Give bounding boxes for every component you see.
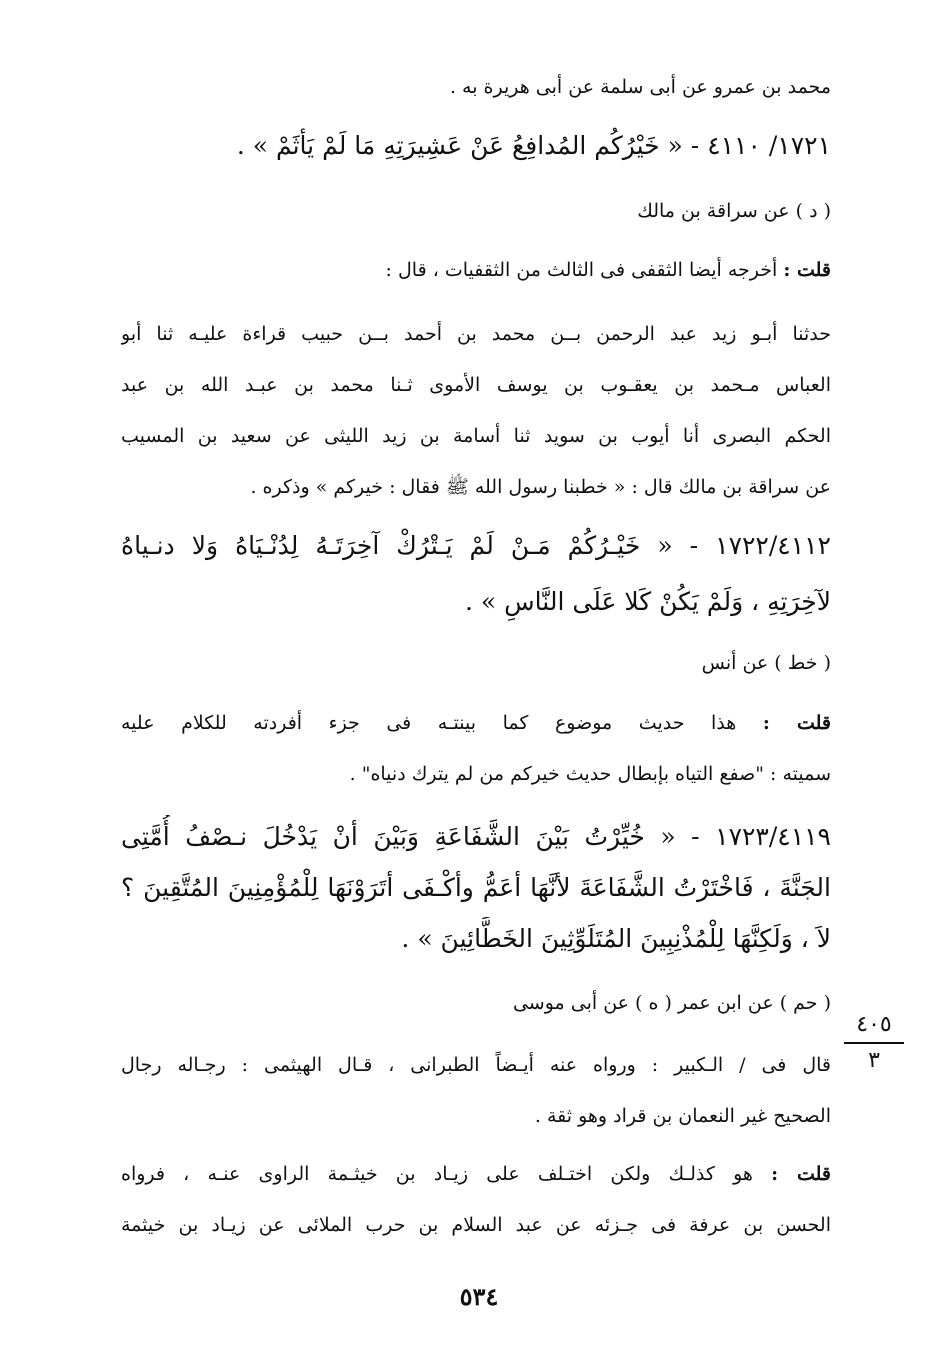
isnad-line-1: حدثنا أبـو زيد عبد الرحمن بــن محمد بن أحمد بــن حبيب قراءة عليـه ثنا أبو — [121, 323, 831, 345]
margin-reference — [844, 1012, 904, 1074]
margin-reference-bottom: ٣ — [868, 1048, 880, 1073]
isnad-line-4: عن سراقة بن مالك قال : « خطبنا رسول الله ﷺ فقال : خيركم » وذكره . — [250, 476, 831, 498]
hadith-1723-line-1: ١٧٢٣/٤١١٩ - « خُيِّرْتُ بَيْنَ الشَّفَاعَةِ وَبَيْنَ أنْ يَدْخُلَ نـصْفُ أُمَّتِى — [121, 822, 831, 851]
hadith-1723-line-2: الجَنَّةَ ، فَاخْتَرْتُ الشَّفَاعَةَ لأنَّهَا أعَمُّ وأكْـفَى أتَرَوْنَهَا لِلْمُؤْمِنِينَ المُتَّقِينَ ؟ — [121, 873, 831, 902]
source-line-1721: ( د ) عن سراقة بن مالك — [637, 200, 831, 222]
hadith-1722-line-1: ١٧٢٢/٤١١٢ - « خَيْـرُكُمْ مَـنْ لَمْ يَـتْرُكْ آخِرَتَـهُ لِدُنْـيَاهُ وَلا دنـياهُ — [121, 531, 831, 560]
commentary-line-4: قلت : هو كذلـك ولكن اختـلف على زيـاد بن خيثـمة الراوى عنـه ، فرواه — [121, 1163, 831, 1185]
isnad-line-3: الحكم البصرى أنا أيوب بن سويد ثنا أسامة بن زيد الليثى عن سعيد بن المسيب — [121, 425, 831, 447]
commentary-line-2: قلت : هذا حديث موضوع كما بينتـه فى جزء أفردته للكلام عليه — [121, 712, 831, 734]
commentary-line-5: الحسن بن عرفة فى جـزئه عن عبد السلام بن حرب الملائى عن زيـاد بن خيثمة — [121, 1214, 831, 1236]
isnad-line-2: العباس مـحمد بن يعقـوب بن يوسف الأموى ثـنا محمد بن عبـد الله بن عبد — [121, 374, 831, 396]
commentary-line-3: سميته : "صفع التياه بإبطال حديث خيركم من لم يترك دنياه" . — [349, 763, 831, 785]
source-line-1722: ( خط ) عن أنس — [701, 652, 831, 674]
margin-reference-top: ٤٠٥ — [856, 1012, 892, 1037]
source-line-1723: ( حم ) عن ابن عمر ( ه ) عن أبى موسى — [512, 992, 831, 1014]
page-number: ٥٣٤ — [459, 1282, 499, 1311]
qultu-keyword: قلت : — [783, 259, 831, 281]
qultu-keyword: قلت : — [771, 1163, 831, 1185]
hadith-1723-line-3: لاَ ، وَلَكِنَّهَا لِلْمُذْنِبِينَ المُتَلَوِّثِينَ الخَطَّائِينَ » . — [401, 924, 831, 953]
margin-reference-rule — [844, 1042, 904, 1044]
footnote-line-2: الصحيح غير النعمان بن قراد وهو ثقة . — [534, 1105, 831, 1127]
hadith-1722-line-2: لآخِرَتِهِ ، وَلَمْ يَكُنْ كَلا عَلَى النَّاسِ » . — [465, 587, 831, 616]
hadith-1721: ١٧٢١/ ٤١١٠ - « خَيْرُكُم المُدافِعُ عَنْ عَشِيرَتِهِ مَا لَمْ يَأثَمْ » . — [236, 131, 831, 160]
footnote-line-1: قال فى / الـكبير : ورواه عنه أيـضاً الطبرانى ، قـال الهيثمى : رجـاله رجال — [121, 1054, 831, 1076]
text-line-1: محمد بن عمرو عن أبى سلمة عن أبى هريرة به . — [449, 76, 831, 98]
commentary-line-1: قلت : أخرجه أيضا الثقفى فى الثالث من الثقفيات ، قال : — [385, 259, 831, 281]
qultu-keyword: قلت : — [762, 712, 831, 734]
